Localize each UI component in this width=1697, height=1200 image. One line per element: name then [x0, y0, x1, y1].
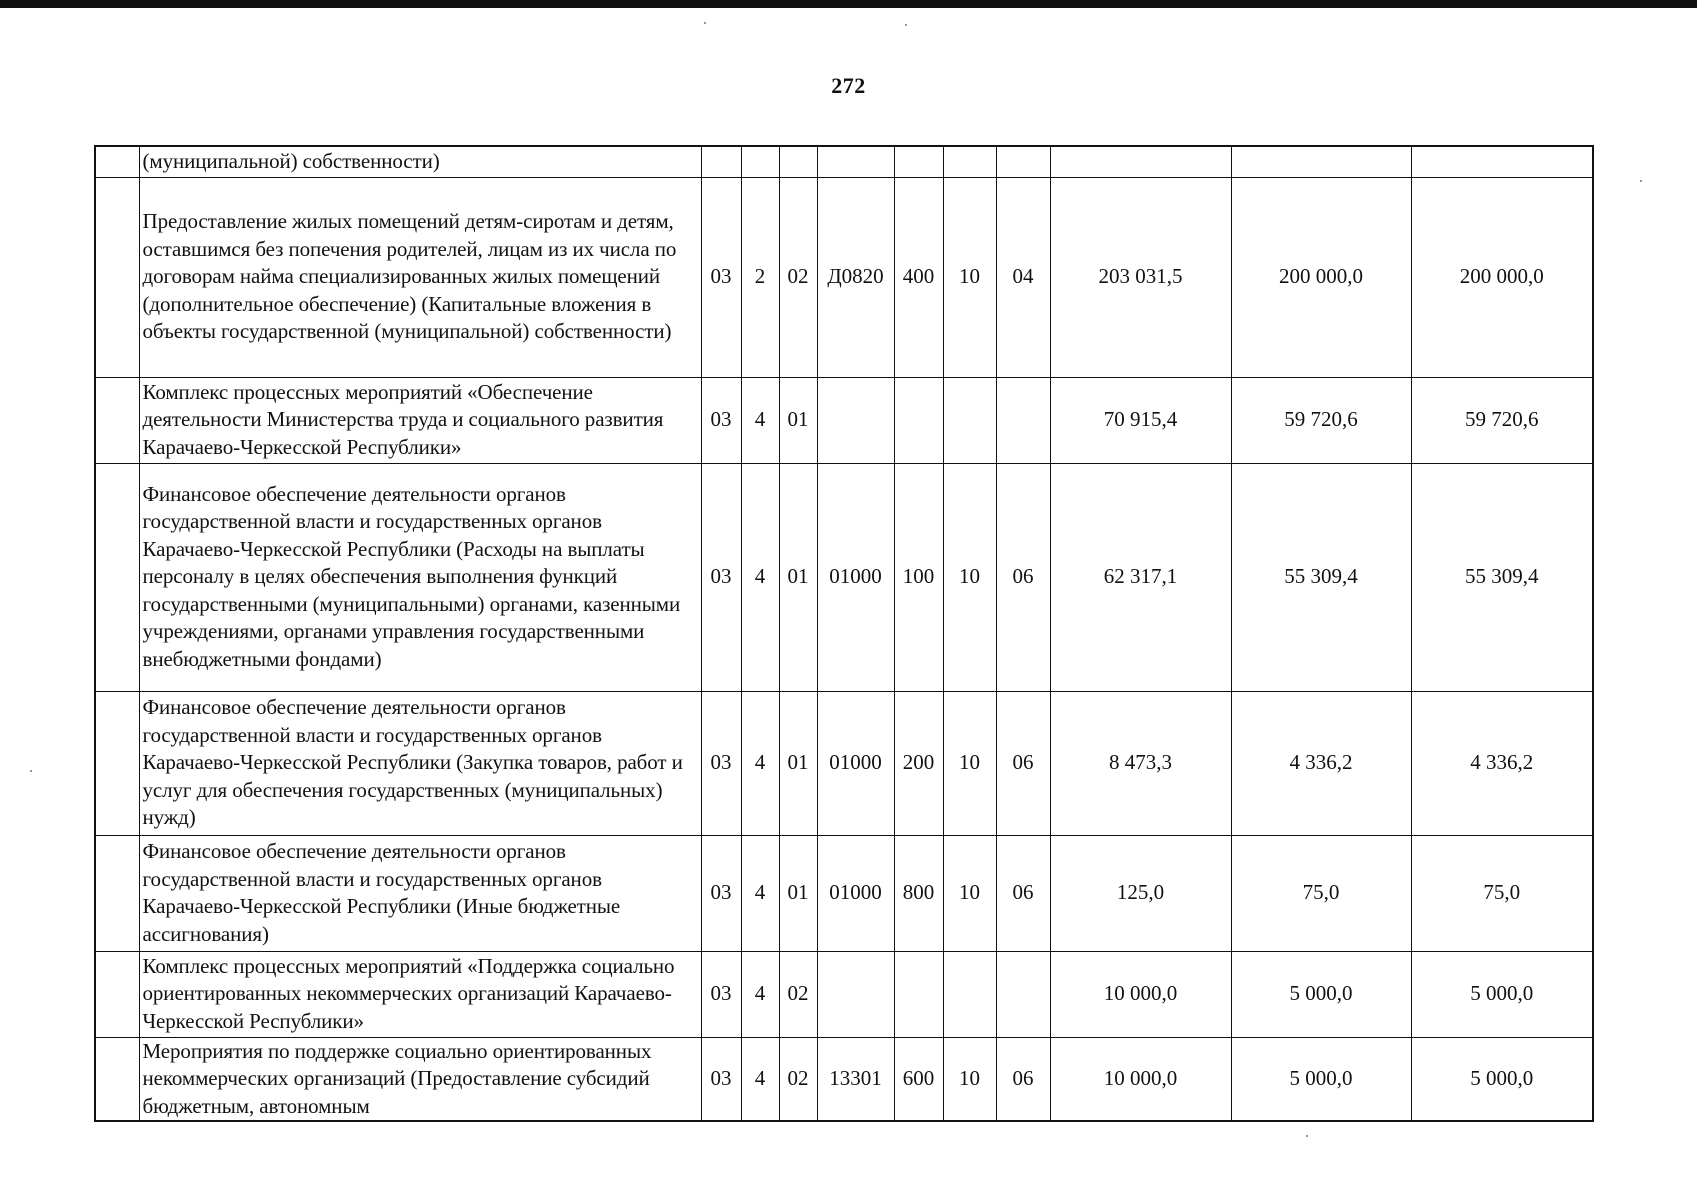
- amount-year-3-cell: 4 336,2: [1411, 691, 1593, 835]
- amount-year-2-cell: 5 000,0: [1231, 951, 1411, 1037]
- row-name-cell: Финансовое обеспечение деятельности органов государственной власти и государственных органов Карачаево-Черкесской Республики (Расходы на выплаты персоналу в целях обеспечения выполнения функций государственными (муниципальными) органами, казенными учреждениями, органами управления государственными внебюджетными фондами): [139, 463, 701, 691]
- subsection-cell: 06: [996, 835, 1050, 951]
- subprogram-type-cell: 4: [741, 377, 779, 463]
- row-name-cell: Финансовое обеспечение деятельности органов государственной власти и государственных органов Карачаево-Черкесской Республики (Иные бюджетные ассигнования): [139, 835, 701, 951]
- amount-year-2-cell: 75,0: [1231, 835, 1411, 951]
- program-code-cell: 03: [701, 691, 741, 835]
- amount-year-2-cell: 4 336,2: [1231, 691, 1411, 835]
- section-cell: 10: [943, 1037, 996, 1121]
- scan-speck: [905, 24, 907, 26]
- subprogram-type-cell: 4: [741, 1037, 779, 1121]
- expense-type-cell: 200: [894, 691, 943, 835]
- table-row: [95, 951, 1593, 1037]
- subsection-cell: 06: [996, 1037, 1050, 1121]
- section-cell: 10: [943, 463, 996, 691]
- structural-element-cell: 02: [779, 177, 817, 377]
- row-number-cell: [95, 835, 139, 951]
- row-number-cell: [95, 951, 139, 1037]
- amount-year-3-cell: 200 000,0: [1411, 177, 1593, 377]
- structural-element-cell: 01: [779, 691, 817, 835]
- amount-year-2-cell: 59 720,6: [1231, 377, 1411, 463]
- structural-element-cell: 02: [779, 951, 817, 1037]
- scan-speck: [704, 22, 706, 24]
- row-name-cell: Мероприятия по поддержке социально ориентированных некоммерческих организаций (Предоставление субсидий бюджетным, автономным: [139, 1037, 701, 1121]
- table-row: [95, 177, 1593, 377]
- direction-code-cell: 13301: [817, 1037, 894, 1121]
- program-code-cell: 03: [701, 463, 741, 691]
- subprogram-type-cell: [741, 146, 779, 177]
- table-row: [95, 146, 1593, 177]
- row-name-cell: Предоставление жилых помещений детям-сиротам и детям, оставшимся без попечения родителей, лицам из их числа по договорам найма специализированных жилых помещений (дополнительное обеспечение) (Капитальные вложения в объекты государственной (муниципальной) собственности): [139, 177, 701, 377]
- subsection-cell: [996, 146, 1050, 177]
- direction-code-cell: [817, 377, 894, 463]
- direction-code-cell: [817, 951, 894, 1037]
- scan-top-border: [0, 0, 1697, 8]
- expense-type-cell: 600: [894, 1037, 943, 1121]
- direction-code-cell: 01000: [817, 835, 894, 951]
- row-number-cell: [95, 146, 139, 177]
- table-row: [95, 377, 1593, 463]
- budget-table: [94, 145, 1594, 1122]
- scan-speck: [30, 770, 32, 772]
- subprogram-type-cell: 4: [741, 463, 779, 691]
- structural-element-cell: 01: [779, 377, 817, 463]
- expense-type-cell: 800: [894, 835, 943, 951]
- table-row: [95, 1037, 1593, 1121]
- row-number-cell: [95, 691, 139, 835]
- row-number-cell: [95, 377, 139, 463]
- row-number-cell: [95, 177, 139, 377]
- amount-year-1-cell: 62 317,1: [1050, 463, 1231, 691]
- row-name-cell: (муниципальной) собственности): [139, 146, 701, 177]
- section-cell: 10: [943, 177, 996, 377]
- expense-type-cell: 400: [894, 177, 943, 377]
- amount-year-1-cell: 125,0: [1050, 835, 1231, 951]
- subprogram-type-cell: 4: [741, 691, 779, 835]
- amount-year-1-cell: [1050, 146, 1231, 177]
- amount-year-3-cell: 55 309,4: [1411, 463, 1593, 691]
- amount-year-1-cell: 10 000,0: [1050, 1037, 1231, 1121]
- amount-year-2-cell: 200 000,0: [1231, 177, 1411, 377]
- amount-year-2-cell: 55 309,4: [1231, 463, 1411, 691]
- row-number-cell: [95, 463, 139, 691]
- section-cell: [943, 146, 996, 177]
- program-code-cell: 03: [701, 177, 741, 377]
- direction-code-cell: [817, 146, 894, 177]
- amount-year-1-cell: 8 473,3: [1050, 691, 1231, 835]
- expense-type-cell: 100: [894, 463, 943, 691]
- program-code-cell: [701, 146, 741, 177]
- amount-year-3-cell: 5 000,0: [1411, 951, 1593, 1037]
- subsection-cell: 06: [996, 463, 1050, 691]
- structural-element-cell: [779, 146, 817, 177]
- amount-year-2-cell: [1231, 146, 1411, 177]
- page-number: 272: [831, 73, 866, 98]
- subprogram-type-cell: 4: [741, 835, 779, 951]
- direction-code-cell: 01000: [817, 463, 894, 691]
- subprogram-type-cell: 4: [741, 951, 779, 1037]
- amount-year-1-cell: 203 031,5: [1050, 177, 1231, 377]
- section-cell: 10: [943, 691, 996, 835]
- subsection-cell: 04: [996, 177, 1050, 377]
- subsection-cell: [996, 377, 1050, 463]
- amount-year-3-cell: 59 720,6: [1411, 377, 1593, 463]
- section-cell: 10: [943, 835, 996, 951]
- structural-element-cell: 02: [779, 1037, 817, 1121]
- expense-type-cell: [894, 377, 943, 463]
- structural-element-cell: 01: [779, 463, 817, 691]
- scan-speck: [1640, 180, 1642, 182]
- row-name-cell: Комплекс процессных мероприятий «Поддержка социально ориентированных некоммерческих организаций Карачаево-Черкесской Республики»: [139, 951, 701, 1037]
- program-code-cell: 03: [701, 951, 741, 1037]
- table-row: [95, 691, 1593, 835]
- section-cell: [943, 951, 996, 1037]
- subsection-cell: 06: [996, 691, 1050, 835]
- amount-year-3-cell: 75,0: [1411, 835, 1593, 951]
- amount-year-2-cell: 5 000,0: [1231, 1037, 1411, 1121]
- row-number-cell: [95, 1037, 139, 1121]
- program-code-cell: 03: [701, 377, 741, 463]
- expense-type-cell: [894, 951, 943, 1037]
- program-code-cell: 03: [701, 835, 741, 951]
- amount-year-3-cell: 5 000,0: [1411, 1037, 1593, 1121]
- subsection-cell: [996, 951, 1050, 1037]
- direction-code-cell: 01000: [817, 691, 894, 835]
- row-name-cell: Комплекс процессных мероприятий «Обеспечение деятельности Министерства труда и социального развития Карачаево-Черкесской Республики»: [139, 377, 701, 463]
- row-name-cell: Финансовое обеспечение деятельности органов государственной власти и государственных органов Карачаево-Черкесской Республики (Закупка товаров, работ и услуг для обеспечения государственных (муниципальных) нужд): [139, 691, 701, 835]
- program-code-cell: 03: [701, 1037, 741, 1121]
- table-row: [95, 463, 1593, 691]
- section-cell: [943, 377, 996, 463]
- amount-year-3-cell: [1411, 146, 1593, 177]
- subprogram-type-cell: 2: [741, 177, 779, 377]
- amount-year-1-cell: 10 000,0: [1050, 951, 1231, 1037]
- amount-year-1-cell: 70 915,4: [1050, 377, 1231, 463]
- table-row: [95, 835, 1593, 951]
- structural-element-cell: 01: [779, 835, 817, 951]
- expense-type-cell: [894, 146, 943, 177]
- direction-code-cell: Д0820: [817, 177, 894, 377]
- scan-speck: [1306, 1135, 1308, 1137]
